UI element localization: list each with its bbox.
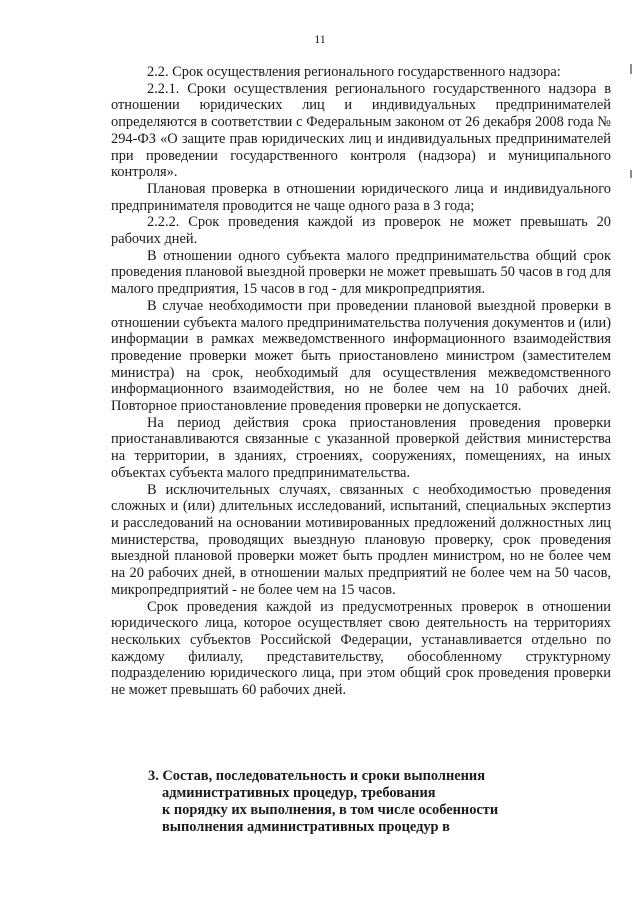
paragraph-branches: Срок проведения каждой из предусмотренных проверок в отношении юридического лица, которое осуществляет свою деятельность на территориях нескольких субъектов Российской Федерации, устанавливается отдельно по каждому филиалу, представительству, обособленному структурному подразделению юридического лица, при этом общий срок проведения проверки не может превышать 60 рабочих дней. xyxy=(111,598,611,699)
paragraph-small-business-limit: В отношении одного субъекта малого предпринимательства общий срок проведения плановой выездной проверки не может превышать 50 часов в год для малого предприятия, 15 часов в год - для микропредприятия. xyxy=(111,247,611,298)
paragraph-planned-inspection: Плановая проверка в отношении юридического лица и индивидуального предпринимателя проводится не чаще одного раза в 3 года; xyxy=(111,180,611,214)
section-3-heading xyxy=(148,768,568,836)
section-heading-line: к порядку их выполнения, в том числе особенности xyxy=(162,802,499,818)
section-heading-line: административных процедур, требования xyxy=(162,785,436,801)
paragraph-2-2: 2.2. Срок осуществления регионального государственного надзора: xyxy=(147,64,561,80)
document-body xyxy=(111,64,611,699)
section-heading-line: выполнения административных процедур в xyxy=(162,819,450,835)
section-heading-line: 3. Состав, последовательность и сроки выполнения xyxy=(148,768,485,784)
scan-edge-mark xyxy=(630,64,632,74)
paragraph-suspension-period: На период действия срока приостановления проведения проверки приостанавливаются связанные с указанной проверкой действия министерства на территории, в зданиях, строениях, сооружениях, помещениях, на иных объектах субъекта малого предпринимательства. xyxy=(111,414,611,481)
paragraph-2-2-1: 2.2.1. Сроки осуществления регионального государственного надзора в отношении юридических лиц и индивидуальных предпринимателей определяются в соответствии с Федеральным законом от 26 декабря 2008 года № 294-ФЗ «О защите прав юридических лиц и индивидуальных предпринимателей при проведении государственного контроля (надзора) и муниципального контроля». xyxy=(111,80,611,181)
paragraph-suspension: В случае необходимости при проведении плановой выездной проверки в отношении субъекта малого предпринимательства получения документов и (или) информации в рамках межведомственного информационного взаимодействия проведение проверки может быть приостановлено министром (заместителем министра) на срок, необходимый для осуществления межведомственного информационного взаимодействия, но не более чем на 10 рабочих дней. Повторное приостановление проведения проверки не допускается. xyxy=(111,297,611,415)
page-number: 11 xyxy=(314,32,326,46)
paragraph-extension: В исключительных случаях, связанных с необходимостью проведения сложных и (или) длительных исследований, испытаний, специальных экспертиз и расследований на основании мотивированных предложений должностных лиц министерства, проводящих выездную плановую проверку, срок проведения выездной плановой проверки может быть продлен министром, но не более чем на 20 рабочих дней, в отношении малых предприятий не более чем на 50 часов, микропредприятий - не более чем на 15 часов. xyxy=(111,481,611,598)
paragraph-2-2-2: 2.2.2. Срок проведения каждой из проверок не может превышать 20 рабочих дней. xyxy=(111,214,611,248)
scan-edge-mark xyxy=(630,170,632,178)
